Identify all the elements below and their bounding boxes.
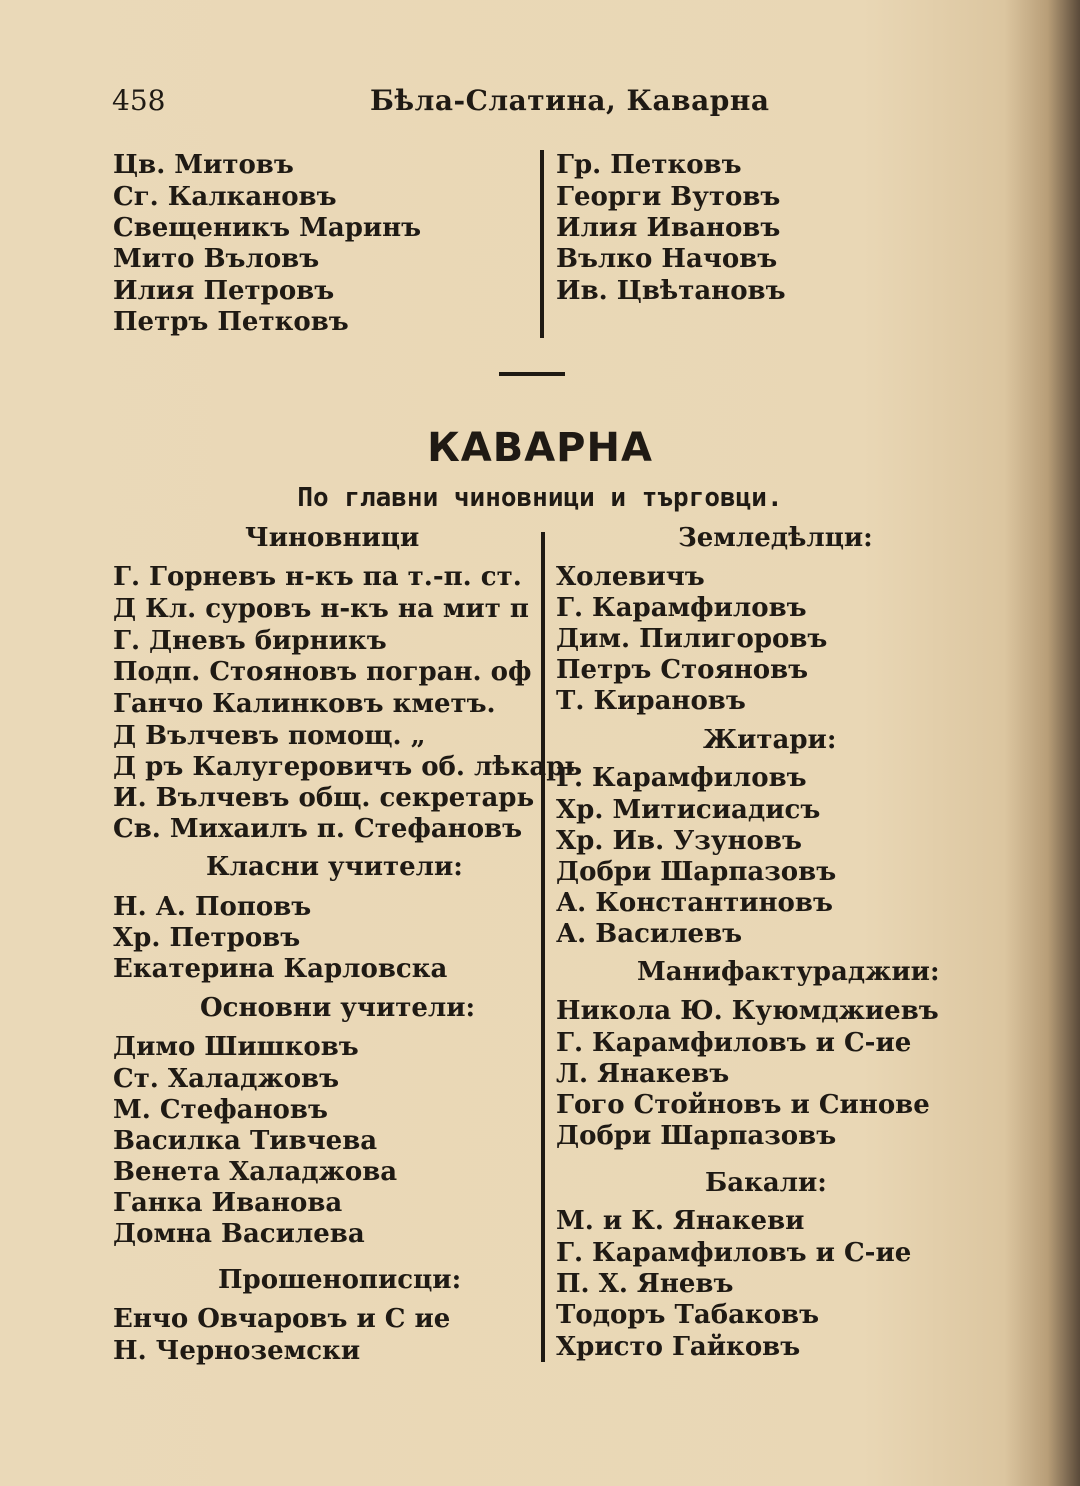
section-rule xyxy=(499,372,565,376)
list-item: Домна Василева xyxy=(113,1219,365,1249)
list-item: Л. Янакевъ xyxy=(556,1059,730,1089)
list-item: Вълко Начовъ xyxy=(556,244,778,274)
list-item: Гр. Петковъ xyxy=(556,150,742,180)
list-item: Илия Петровъ xyxy=(113,276,335,306)
list-item: Хр. Ив. Узуновъ xyxy=(556,826,802,856)
column-divider xyxy=(540,150,544,338)
list-item: Св. Михаилъ п. Стефановъ xyxy=(113,814,523,844)
list-item: Ив. Цвѣтановъ xyxy=(556,276,786,306)
list-item: Г. Дневъ бирникъ xyxy=(113,626,387,656)
list-item: Свещеникъ Маринъ xyxy=(113,213,422,243)
list-item: Димо Шишковъ xyxy=(113,1032,359,1062)
list-item: М. и К. Янакеви xyxy=(556,1206,805,1236)
heading-farmers: Земледѣлци: xyxy=(678,523,873,553)
heading-grocers: Бакали: xyxy=(705,1168,827,1198)
section-subtitle: По главни чиновници и търговци. xyxy=(297,483,783,513)
heading-primary-teachers: Основни учители: xyxy=(200,993,476,1023)
list-item: А. Константиновъ xyxy=(556,888,833,918)
list-item: Екатерина Карловска xyxy=(113,954,448,984)
list-item: Петръ Петковъ xyxy=(113,307,349,337)
list-item: А. Василевъ xyxy=(556,919,743,949)
heading-class-teachers: Класни учители: xyxy=(206,852,463,882)
list-item: Г. Горневъ н-къ па т.-п. ст. xyxy=(113,562,522,592)
list-item: Г. Карамфиловъ и С-ие xyxy=(556,1238,912,1268)
list-item: Хр. Митисиадисъ xyxy=(556,795,821,825)
heading-textile-merchants: Манифактураджии: xyxy=(637,957,940,987)
section-title: КАВАРНА xyxy=(427,425,653,471)
heading-officials: Чиновници xyxy=(245,523,420,553)
list-item: Т. Кирановъ xyxy=(556,686,746,716)
list-item: М. Стефановъ xyxy=(113,1095,328,1125)
list-item: Христо Гайковъ xyxy=(556,1332,801,1362)
list-item: Д Кл. суровъ н-къ на мит п xyxy=(113,594,529,624)
list-item: Н. Черноземски xyxy=(113,1336,361,1366)
list-item: Илия Ивановъ xyxy=(556,213,781,243)
list-item: Дим. Пилигоровъ xyxy=(556,624,828,654)
list-item: Ганчо Калинковъ кметъ. xyxy=(113,689,496,719)
list-item: Сг. Калкановъ xyxy=(113,182,337,212)
list-item: Д Вълчевъ помощ. „ xyxy=(113,721,426,751)
heading-petition-writers: Прошенописци: xyxy=(218,1265,462,1295)
heading-grain-merchants: Житари: xyxy=(703,725,837,755)
list-item: Никола Ю. Куюмджиевъ xyxy=(556,996,939,1026)
list-item: Цв. Митовъ xyxy=(113,150,294,180)
column-divider xyxy=(541,532,545,1362)
list-item: Георги Вутовъ xyxy=(556,182,781,212)
list-item: И. Вълчевъ общ. секретарь xyxy=(113,783,535,813)
list-item: Гого Стойновъ и Синове xyxy=(556,1090,930,1120)
list-item: Тодоръ Табаковъ xyxy=(556,1300,820,1330)
list-item: Н. А. Поповъ xyxy=(113,892,312,922)
list-item: Г. Карамфиловъ xyxy=(556,593,807,623)
list-item: Г. Карамфиловъ xyxy=(556,763,807,793)
running-title: Бѣла-Слатина, Каварна xyxy=(370,84,770,117)
list-item: Василка Тивчева xyxy=(113,1126,378,1156)
list-item: Хр. Петровъ xyxy=(113,923,301,953)
list-item: Добри Шарпазовъ xyxy=(556,857,837,887)
list-item: Холевичъ xyxy=(556,562,705,592)
list-item: Енчо Овчаровъ и С ие xyxy=(113,1304,451,1334)
list-item: Ст. Халаджовъ xyxy=(113,1064,340,1094)
list-item: Подп. Стояновъ погран. оф xyxy=(113,657,532,687)
list-item: Д ръ Калугеровичъ об. лѣкарь xyxy=(113,752,583,782)
list-item: П. Х. Яневъ xyxy=(556,1269,734,1299)
list-item: Добри Шарпазовъ xyxy=(556,1121,837,1151)
list-item: Петръ Стояновъ xyxy=(556,655,809,685)
list-item: Ганка Иванова xyxy=(113,1188,343,1218)
list-item: Г. Карамфиловъ и С-ие xyxy=(556,1028,912,1058)
list-item: Мито Въловъ xyxy=(113,244,320,274)
list-item: Венета Халаджова xyxy=(113,1157,398,1187)
page-number: 458 xyxy=(112,84,166,117)
